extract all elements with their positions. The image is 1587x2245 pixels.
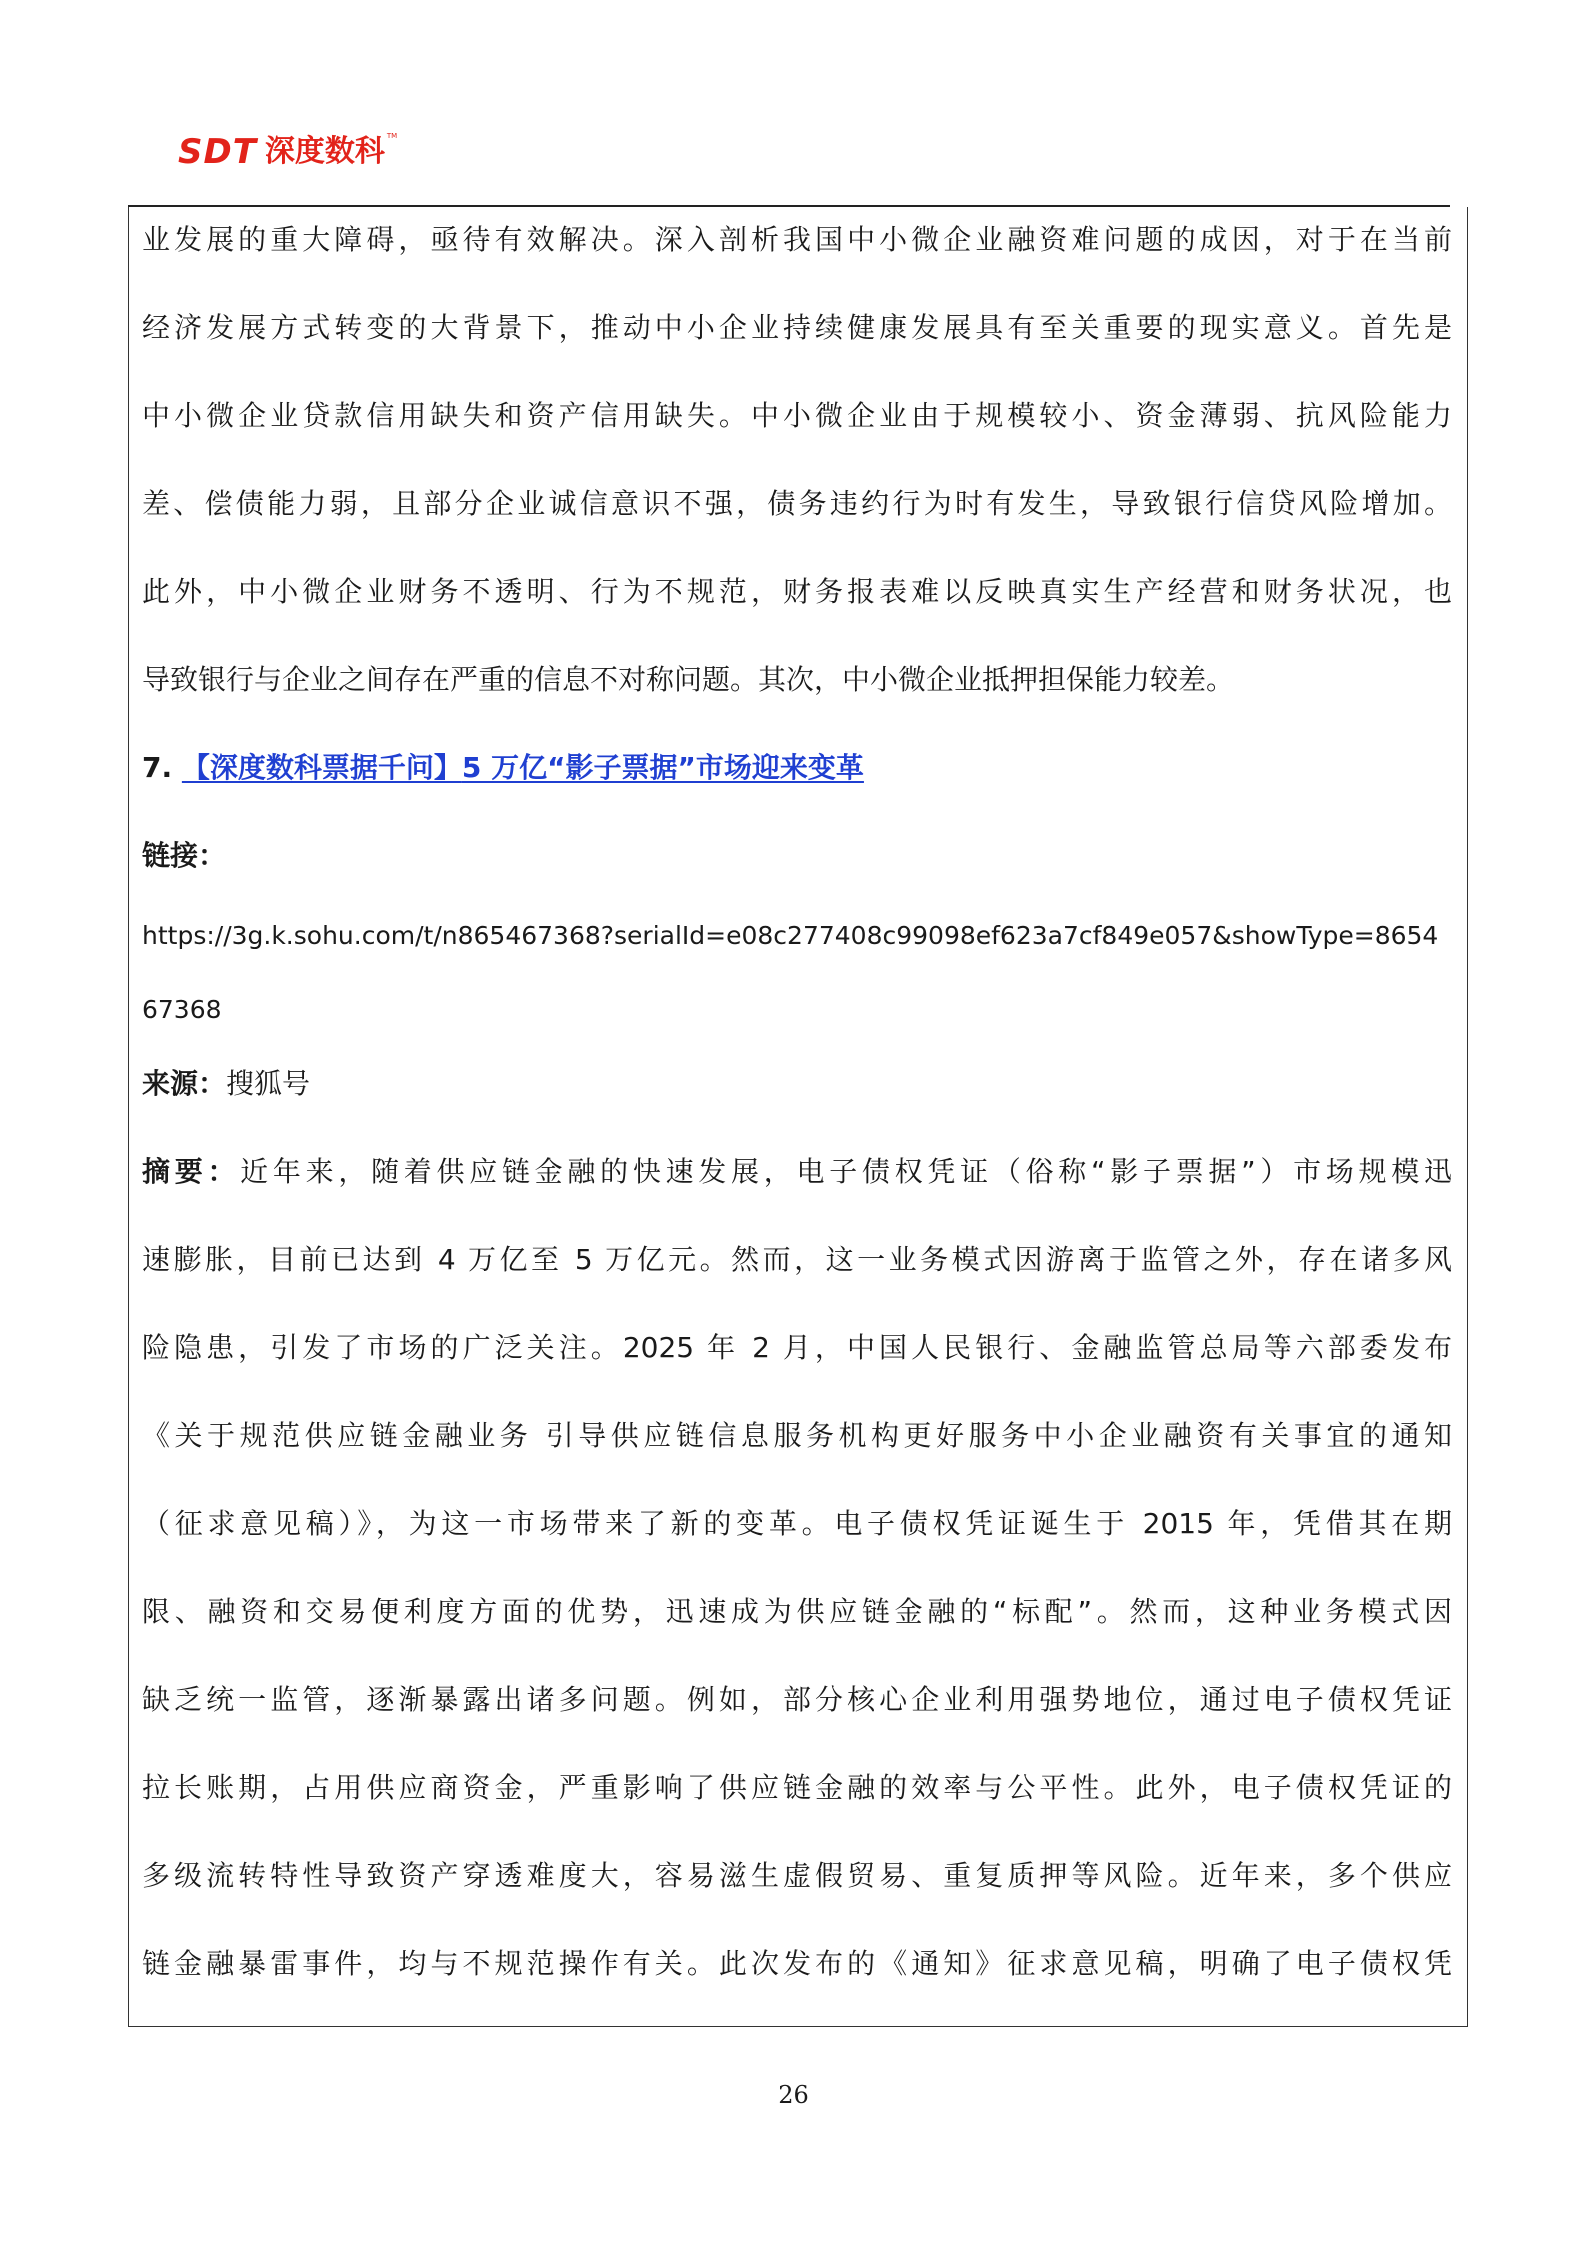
summary-text: 近年来，随着供应链金融的快速发展，电子债权凭证（俗称“影子票据”）市场规模迅 bbox=[240, 1155, 1452, 1188]
logo-mark: SDT bbox=[178, 132, 257, 172]
item-title-link[interactable] bbox=[182, 751, 864, 784]
item-title-link-text: 【深度数科票据千问】 bbox=[181, 751, 462, 784]
summary-line: 速膨胀，目前已达到 4 万亿至 5 万亿元。然而，这一业务模式因游离于监管之外，存在诸多风 bbox=[142, 1243, 1452, 1276]
sdt-logo bbox=[178, 132, 397, 172]
body-line: 中小微企业贷款信用缺失和资产信用缺失。中小微企业由于规模较小、资金薄弱、抗风险能力 bbox=[142, 399, 1452, 432]
body-line: 此外，中小微企业财务不透明、行为不规范，财务报表难以反映真实生产经营和财务状况，也 bbox=[142, 575, 1452, 608]
body-line: 差、偿债能力弱，且部分企业诚信意识不强，债务违约行为时有发生，导致银行信贷风险增加。 bbox=[142, 487, 1452, 520]
summary-first-line bbox=[142, 1152, 1452, 1192]
summary-line: 拉长账期，占用供应商资金，严重影响了供应链金融的效率与公平性。此外，电子债权凭证的 bbox=[142, 1771, 1452, 1804]
body-line: 经济发展方式转变的大背景下，推动中小企业持续健康发展具有至关重要的现实意义。首先是 bbox=[142, 311, 1452, 344]
article-url[interactable]: https://3g.k.sohu.com/t/n865467368?serialId=e08c277408c99098ef623a7cf849e057&showType=8654 bbox=[142, 921, 1439, 950]
source-label: 来源： bbox=[142, 1067, 227, 1100]
page-number: 26 bbox=[778, 2081, 809, 2109]
item-number: 7. bbox=[142, 751, 173, 784]
source-value: 搜狐号 bbox=[226, 1067, 311, 1100]
summary-line: 限、融资和交易便利度方面的优势，迅速成为供应链金融的“标配”。然而，这种业务模式因 bbox=[142, 1595, 1452, 1628]
item-title-rest: 5 万亿“影子票据”市场迎来变革 bbox=[461, 751, 864, 784]
article-url-continued[interactable]: 67368 bbox=[142, 995, 222, 1024]
body-line: 导致银行与企业之间存在严重的信息不对称问题。其次，中小微企业抵押担保能力较差。 bbox=[142, 663, 1235, 696]
source-row bbox=[142, 1064, 1452, 1104]
summary-label: 摘要： bbox=[142, 1155, 241, 1188]
content-frame bbox=[128, 207, 1468, 2027]
body-line: 业发展的重大障碍，亟待有效解决。深入剖析我国中小微企业融资难问题的成因，对于在当前 bbox=[142, 223, 1452, 256]
item-title bbox=[142, 748, 1452, 788]
link-label: 链接： bbox=[142, 839, 227, 872]
summary-line: 险隐患，引发了市场的广泛关注。2025 年 2 月，中国人民银行、金融监管总局等六部委发布 bbox=[142, 1331, 1452, 1364]
summary-line: 《关于规范供应链金融业务 引导供应链信息服务机构更好服务中小企业融资有关事宜的通知 bbox=[142, 1419, 1452, 1452]
logo-trademark: TM bbox=[386, 132, 398, 140]
summary-line: （征求意见稿）》，为这一市场带来了新的变革。电子债权凭证诞生于 2015 年，凭借其在期 bbox=[142, 1507, 1452, 1540]
summary-line: 缺乏统一监管，逐渐暴露出诸多问题。例如，部分核心企业利用强势地位，通过电子债权凭证 bbox=[142, 1683, 1452, 1716]
summary-line: 链金融暴雷事件，均与不规范操作有关。此次发布的《通知》征求意见稿，明确了电子债权凭 bbox=[142, 1947, 1452, 1980]
logo-text: 深度数科 bbox=[264, 134, 385, 169]
summary-line: 多级流转特性导致资产穿透难度大，容易滋生虚假贸易、重复质押等风险。近年来，多个供应 bbox=[142, 1859, 1452, 1892]
